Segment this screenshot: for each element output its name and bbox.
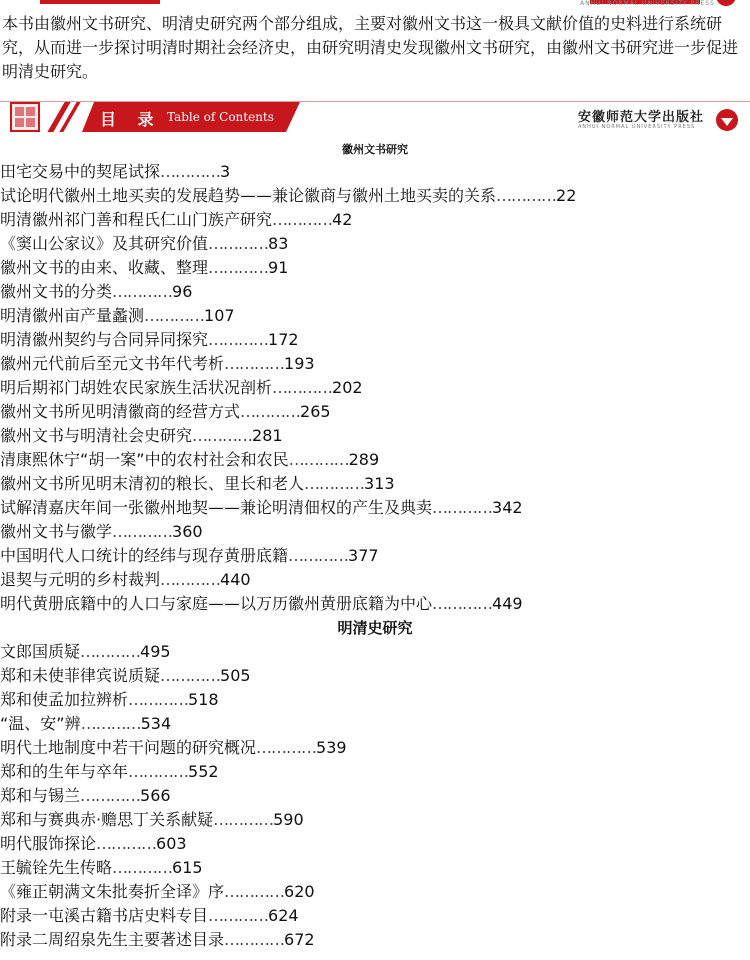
toc-entry[interactable] [0, 808, 750, 832]
toc-leader-dots: ………… [224, 354, 285, 373]
toc-entry-title: 明代土地制度中若干问题的研究概况 [0, 738, 257, 757]
toc-entry[interactable] [0, 832, 750, 856]
toc-entry-page: 202 [332, 378, 363, 397]
toc-entry-page: 42 [332, 210, 353, 229]
toc-leader-dots: ………… [80, 786, 141, 805]
toc-entry-page: 624 [268, 906, 299, 925]
toc-entry-title: 附录一屯溪古籍书店史料专目 [0, 906, 209, 925]
toc-entry-title: “温、安”辨 [0, 714, 81, 733]
table-of-contents [0, 140, 750, 952]
publisher-name: 安徽师范大学出版社 [578, 110, 705, 125]
toc-entry-page: 672 [284, 930, 315, 949]
toc-entry-page: 620 [284, 882, 315, 901]
toc-leader-dots: ………… [224, 930, 285, 949]
toc-entry-page: 313 [364, 474, 395, 493]
toc-entry[interactable] [0, 448, 750, 472]
toc-leader-dots: ………… [240, 402, 301, 421]
toc-entry-title: 明清徽州祁门善和程氏仁山门族产研究 [0, 210, 273, 229]
toc-entry[interactable] [0, 304, 750, 328]
toc-entry-page: 534 [140, 714, 172, 733]
toc-entry-title: 明清徽州亩产量蠡测 [0, 306, 145, 325]
toc-leader-dots: ………… [213, 810, 274, 829]
top-publisher-subtitle: ANHUI NORMAL UNIVERSITY PRESS [580, 0, 715, 7]
toc-entry-title: 田宅交易中的契尾试探 [0, 162, 161, 181]
toc-entry-page: 91 [268, 258, 289, 277]
toc-entry[interactable] [0, 784, 750, 808]
toc-entry-title: 明清徽州契约与合同异同探究 [0, 330, 209, 349]
toc-entry[interactable] [0, 904, 750, 928]
toc-entry-title: 试解清嘉庆年间一张徽州地契——兼论明清佃权的产生及典卖 [0, 498, 433, 517]
toc-entry[interactable] [0, 520, 750, 544]
toc-entry[interactable] [0, 328, 750, 352]
toc-leader-dots: ………… [96, 834, 157, 853]
toc-entry[interactable] [0, 760, 750, 784]
toc-leader-dots: ………… [432, 498, 493, 517]
toc-entry[interactable] [0, 352, 750, 376]
toc-entry-title: 文郎国质疑 [0, 642, 81, 661]
toc-entry-page: 193 [284, 354, 315, 373]
toc-entry-title: 《窦山公家议》及其研究价值 [0, 234, 209, 253]
toc-entry[interactable] [0, 400, 750, 424]
toc-entry[interactable] [0, 640, 750, 664]
toc-leader-dots: ………… [272, 210, 333, 229]
toc-entry[interactable] [0, 880, 750, 904]
toc-entry-page: 518 [188, 690, 219, 709]
toc-entry-title: 徽州文书所见明清徽商的经营方式 [0, 402, 241, 421]
toc-entry-title: 退契与元明的乡村裁判 [0, 570, 161, 589]
banner-rule [0, 101, 750, 102]
toc-entry-title: 徽州文书与明清社会史研究 [0, 426, 193, 445]
toc-leader-dots: ………… [112, 282, 173, 301]
toc-entry[interactable] [0, 568, 750, 592]
toc-entry-page: 566 [140, 786, 171, 805]
toc-entry-page: 342 [492, 498, 523, 517]
toc-entry-title: 郑和未使菲律宾说质疑 [0, 666, 161, 685]
toc-entry[interactable] [0, 544, 750, 568]
top-logo-icon [716, 0, 736, 6]
toc-entry[interactable] [0, 184, 750, 208]
toc-entry[interactable] [0, 928, 750, 952]
toc-entry[interactable] [0, 208, 750, 232]
toc-leader-dots: ………… [112, 522, 173, 541]
toc-entry[interactable] [0, 232, 750, 256]
toc-entry-page: 107 [204, 306, 235, 325]
section-heading: 徽州文书研究 [342, 143, 408, 156]
toc-entry[interactable] [0, 160, 750, 184]
toc-entry-page: 615 [172, 858, 203, 877]
toc-entry-title: 中国明代人口统计的经纬与现存黄册底籍 [0, 546, 289, 565]
toc-entry-page: 590 [273, 810, 304, 829]
top-strip [0, 0, 750, 8]
toc-leader-dots: ………… [128, 690, 189, 709]
toc-leader-dots: ………… [272, 378, 333, 397]
toc-leader-dots: ………… [256, 738, 317, 757]
toc-entry-title: 徽州元代前后至元文书年代考析 [0, 354, 225, 373]
toc-entry[interactable] [0, 712, 750, 736]
toc-entry-page: 495 [140, 642, 171, 661]
toc-banner [0, 98, 750, 138]
toc-entry-title: 《雍正朝满文朱批奏折全译》序 [0, 882, 225, 901]
publisher-name-en: ANHUI NORMAL UNIVERSITY PRESS [578, 124, 696, 130]
toc-leader-dots: ………… [128, 762, 189, 781]
toc-leader-dots: ………… [112, 858, 173, 877]
toc-leader-dots: ………… [288, 546, 349, 565]
toc-entry-page: 289 [348, 450, 380, 469]
toc-entry[interactable] [0, 856, 750, 880]
toc-entry[interactable] [0, 496, 750, 520]
toc-leader-dots: ………… [208, 258, 269, 277]
toc-entry-title: 徽州文书与徽学 [0, 522, 113, 541]
toc-entry-title: 郑和与赛典赤·赡思丁关系献疑 [0, 810, 214, 829]
chevron-down-icon[interactable] [716, 109, 738, 131]
top-red-bar [40, 0, 160, 4]
toc-leader-dots: ………… [160, 570, 221, 589]
toc-entry-title: 明后期祁门胡姓农民家族生活状况剖析 [0, 378, 273, 397]
toc-entry[interactable] [0, 664, 750, 688]
toc-leader-dots: ………… [192, 426, 253, 445]
toc-entry-title: 明代服饰探论 [0, 834, 97, 853]
toc-leader-dots: ………… [432, 594, 493, 613]
toc-entry-title: 徽州文书的由来、收藏、整理 [0, 258, 209, 277]
toc-entry-page: 22 [556, 186, 577, 205]
toc-entry[interactable] [0, 376, 750, 400]
toc-leader-dots: ………… [144, 306, 205, 325]
toc-entry[interactable] [0, 592, 750, 616]
toc-entry-title: 郑和的生年与卒年 [0, 762, 129, 781]
toc-entry-title: 郑和与锡兰 [0, 786, 81, 805]
toc-entry-title: 郑和使孟加拉辨析 [0, 690, 129, 709]
toc-entry-title: 清康熙休宁“胡一案”中的农村社会和农民 [0, 450, 289, 469]
banner-title-en: Table of Contents [167, 110, 274, 124]
toc-leader-dots: ………… [208, 330, 269, 349]
section-heading: 明清史研究 [337, 619, 413, 637]
toc-entry-page: 603 [156, 834, 187, 853]
intro-paragraph: 本书由徽州文书研究、明清史研究两个部分组成，主要对徽州文书这一极具文献价值的史料进行系统研究，从而进一步探讨明清时期社会经济史，由研究明清史发现徽州文书研究，由徽州文书研究进一步促进明清史研究。 [2, 14, 739, 81]
toc-leader-dots: ………… [304, 474, 365, 493]
banner-title: 目 录 [100, 110, 162, 129]
toc-entry-page: 539 [316, 738, 347, 757]
toc-entry-title: 明代黄册底籍中的人口与家庭——以万历徽州黄册底籍为中心 [0, 594, 433, 613]
toc-entry-title: 王毓铨先生传略 [0, 858, 113, 877]
toc-entry-title: 附录二周绍泉先生主要著述目录 [0, 930, 225, 949]
toc-leader-dots: ………… [160, 666, 221, 685]
toc-entry-title: 徽州文书所见明末清初的粮长、里长和老人 [0, 474, 305, 493]
toc-entry-page: 265 [300, 402, 331, 421]
toc-entry-page: 505 [220, 666, 251, 685]
toc-leader-dots: ………… [208, 234, 269, 253]
toc-leader-dots: ………… [160, 162, 221, 181]
toc-entry[interactable] [0, 688, 750, 712]
toc-entry[interactable] [0, 280, 750, 304]
toc-entry[interactable] [0, 256, 750, 280]
toc-entry-page: 83 [268, 234, 289, 253]
toc-entry[interactable] [0, 424, 750, 448]
toc-entry-page: 449 [492, 594, 523, 613]
toc-entry[interactable] [0, 736, 750, 760]
toc-entry[interactable] [0, 472, 750, 496]
toc-leader-dots: ………… [208, 906, 269, 925]
toc-leader-dots: ………… [224, 882, 285, 901]
toc-entry-page: 440 [220, 570, 251, 589]
toc-leader-dots: ………… [288, 450, 349, 469]
toc-leader-dots: ………… [496, 186, 557, 205]
toc-entry-page: 281 [252, 426, 283, 445]
toc-leader-dots: ………… [80, 642, 141, 661]
toc-entry-page: 377 [348, 546, 379, 565]
toc-entry-page: 360 [172, 522, 203, 541]
toc-entry-page: 552 [188, 762, 219, 781]
toc-entry-title: 徽州文书的分类 [0, 282, 113, 301]
toc-entry-page: 172 [268, 330, 299, 349]
toc-entry-title: 试论明代徽州土地买卖的发展趋势——兼论徽商与徽州土地买卖的关系 [0, 186, 497, 205]
toc-leader-dots: ………… [80, 714, 141, 733]
toc-entry-page: 3 [220, 162, 231, 181]
toc-entry-page: 96 [172, 282, 193, 301]
seal-logo-icon [10, 102, 40, 132]
